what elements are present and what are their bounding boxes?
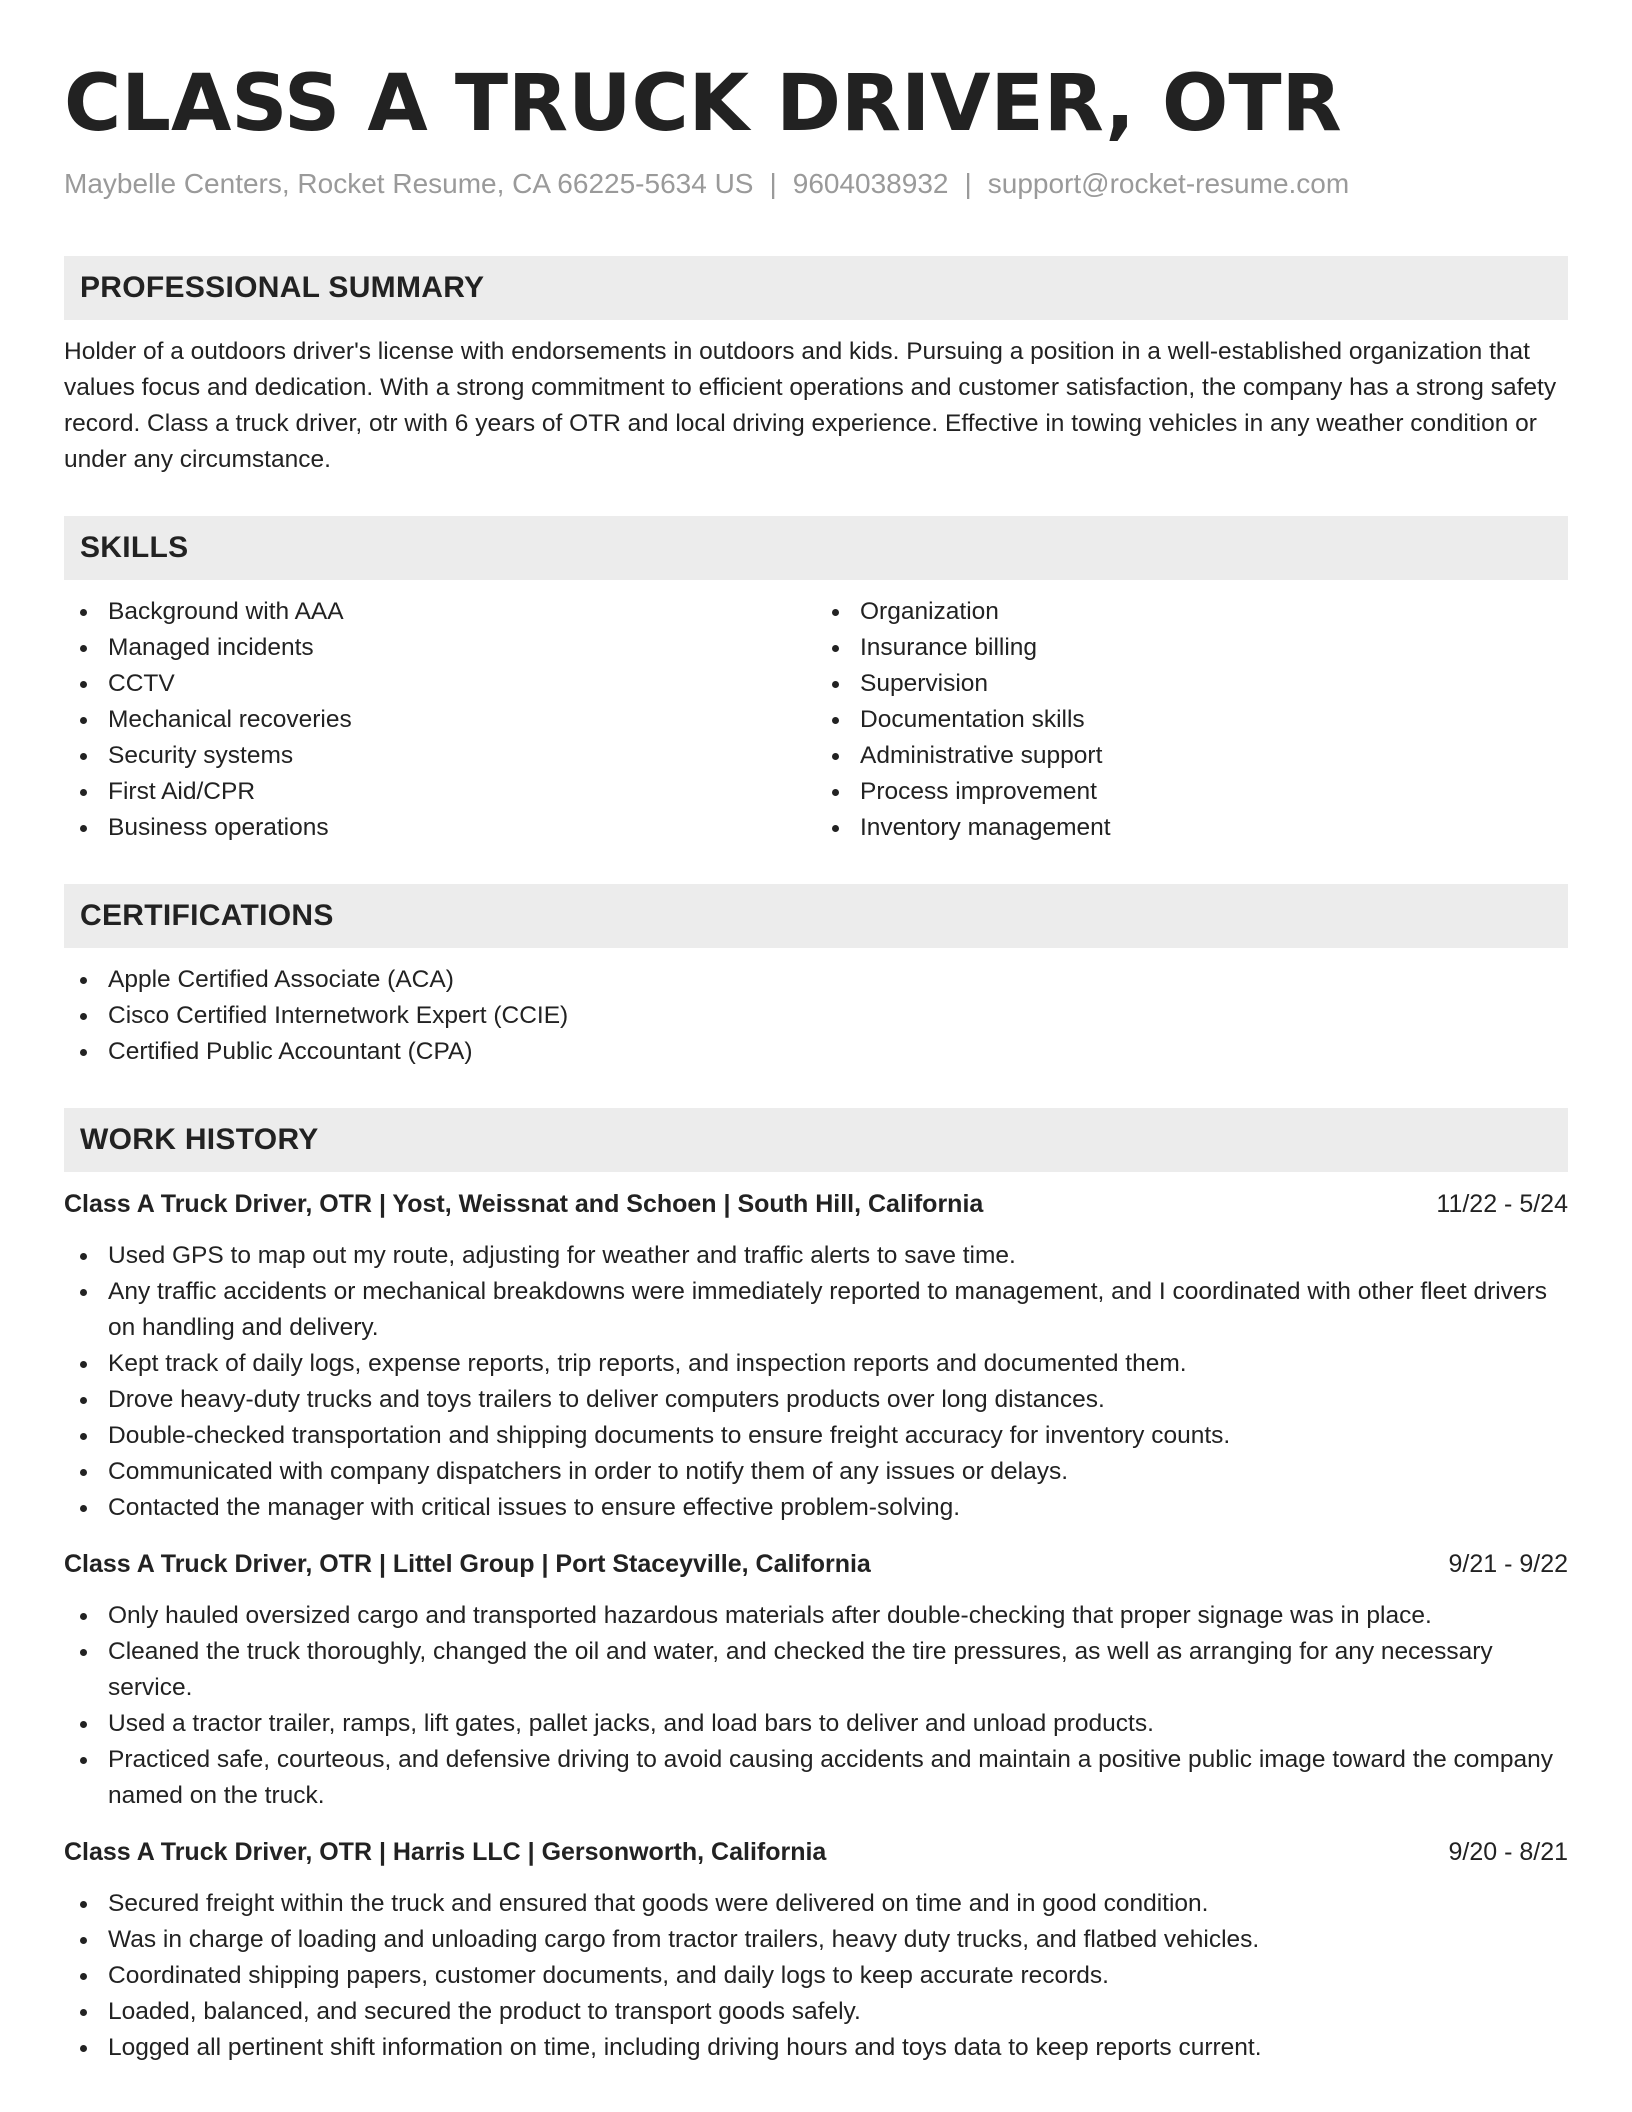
contact-phone: 9604038932 [792, 168, 949, 199]
skill-item: Supervision [816, 666, 1568, 702]
job-bullet: Drove heavy-duty trucks and toys trailers to deliver computers products over long distances. [64, 1382, 1568, 1418]
skill-item: Organization [816, 594, 1568, 630]
job-title: Class A Truck Driver, OTR | Yost, Weissnat and Schoen | South Hill, California [64, 1190, 984, 1218]
job-bullet: Only hauled oversized cargo and transported hazardous materials after double-checking that proper signage was in place. [64, 1598, 1568, 1634]
skill-item: Business operations [64, 810, 816, 846]
job-dates: 11/22 - 5/24 [1436, 1190, 1568, 1218]
job-title: Class A Truck Driver, OTR | Littel Group | Port Staceyville, California [64, 1550, 871, 1578]
job-bullet: Used GPS to map out my route, adjusting for weather and traffic alerts to save time. [64, 1238, 1568, 1274]
skills-list-right [816, 594, 1568, 846]
job-bullets [64, 1598, 1568, 1814]
job-bullet: Double-checked transportation and shipping documents to ensure freight accuracy for inventory counts. [64, 1418, 1568, 1454]
job-header [64, 1546, 1568, 1582]
skill-item: Security systems [64, 738, 816, 774]
contact-email: support@rocket-resume.com [987, 168, 1350, 199]
skill-item: Process improvement [816, 774, 1568, 810]
contact-separator: | [964, 168, 972, 199]
section-heading-certifications: CERTIFICATIONS [64, 884, 1568, 948]
job-entry [64, 1186, 1568, 1526]
section-heading-work-history: WORK HISTORY [64, 1108, 1568, 1172]
section-heading-skills: SKILLS [64, 516, 1568, 580]
certification-item: Cisco Certified Internetwork Expert (CCIE) [64, 998, 1568, 1034]
job-entry [64, 1546, 1568, 1814]
skills-grid [64, 580, 1568, 846]
job-bullet: Practiced safe, courteous, and defensive driving to avoid causing accidents and maintain a positive public image toward the company named on the truck. [64, 1742, 1568, 1814]
job-dates: 9/21 - 9/22 [1448, 1550, 1568, 1578]
job-bullet: Cleaned the truck thoroughly, changed the oil and water, and checked the tire pressures, as well as arranging for any necessary service. [64, 1634, 1568, 1706]
job-bullet: Coordinated shipping papers, customer documents, and daily logs to keep accurate records. [64, 1958, 1568, 1994]
certifications-list [64, 962, 1568, 1070]
skill-item: Documentation skills [816, 702, 1568, 738]
certification-item: Apple Certified Associate (ACA) [64, 962, 1568, 998]
job-title: Class A Truck Driver, OTR | Harris LLC | Gersonworth, California [64, 1838, 827, 1866]
skills-column-left [64, 580, 816, 846]
contact-address: Maybelle Centers, Rocket Resume, CA 66225-5634 US [64, 168, 754, 199]
job-bullet: Kept track of daily logs, expense reports, trip reports, and inspection reports and documented them. [64, 1346, 1568, 1382]
skill-item: CCTV [64, 666, 816, 702]
job-bullets [64, 1886, 1568, 2066]
work-history-list [64, 1186, 1568, 2066]
job-dates: 9/20 - 8/21 [1448, 1838, 1568, 1866]
skill-item: Insurance billing [816, 630, 1568, 666]
contact-line [64, 164, 1568, 204]
job-header [64, 1186, 1568, 1222]
contact-separator: | [769, 168, 777, 199]
skills-list-left [64, 594, 816, 846]
job-bullet: Logged all pertinent shift information on time, including driving hours and toys data to keep reports current. [64, 2030, 1568, 2066]
job-bullet: Loaded, balanced, and secured the product to transport goods safely. [64, 1994, 1568, 2030]
summary-text: Holder of a outdoors driver's license with endorsements in outdoors and kids. Pursuing a position in a well-established organization that values focus and dedication. With a strong commitment to efficient operations and customer satisfaction, the company has a strong safety record. Class a truck driver, otr with 6 years of OTR and local driving experience. Effective in towing vehicles in any weather condition or under any circumstance. [64, 338, 1557, 473]
certification-item: Certified Public Accountant (CPA) [64, 1034, 1568, 1070]
job-bullet: Communicated with company dispatchers in order to notify them of any issues or delays. [64, 1454, 1568, 1490]
skill-item: Mechanical recoveries [64, 702, 816, 738]
job-entry [64, 1834, 1568, 2066]
job-bullet: Used a tractor trailer, ramps, lift gates, pallet jacks, and load bars to deliver and unload products. [64, 1706, 1568, 1742]
skill-item: Inventory management [816, 810, 1568, 846]
skill-item: Background with AAA [64, 594, 816, 630]
job-bullet: Secured freight within the truck and ensured that goods were delivered on time and in good condition. [64, 1886, 1568, 1922]
section-heading-summary: PROFESSIONAL SUMMARY [64, 256, 1568, 320]
job-bullet: Contacted the manager with critical issues to ensure effective problem-solving. [64, 1490, 1568, 1526]
job-header [64, 1834, 1568, 1870]
skills-column-right [816, 580, 1568, 846]
skill-item: Administrative support [816, 738, 1568, 774]
skill-item: Managed incidents [64, 630, 816, 666]
candidate-title: CLASS A TRUCK DRIVER, OTR [64, 59, 1342, 149]
skill-item: First Aid/CPR [64, 774, 816, 810]
job-bullet: Was in charge of loading and unloading cargo from tractor trailers, heavy duty trucks, and flatbed vehicles. [64, 1922, 1568, 1958]
job-bullet: Any traffic accidents or mechanical breakdowns were immediately reported to management, and I coordinated with other fleet drivers on handling and delivery. [64, 1274, 1568, 1346]
job-bullets [64, 1238, 1568, 1526]
